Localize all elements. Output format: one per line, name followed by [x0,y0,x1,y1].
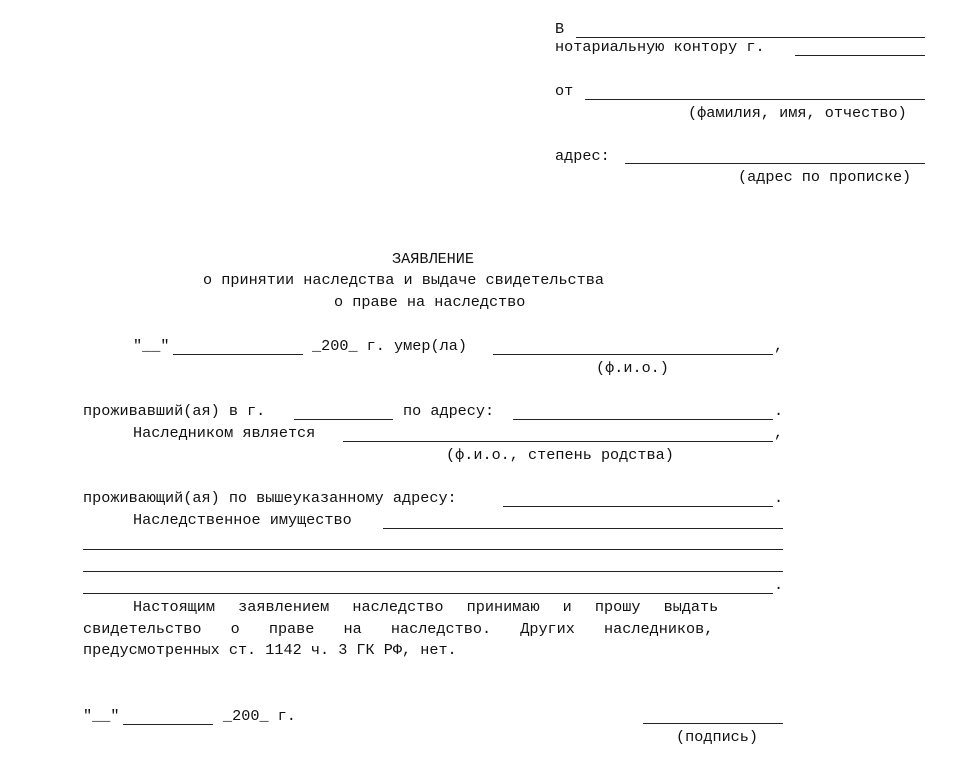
applicant-address-line[interactable] [625,163,925,164]
deceased-city-line[interactable] [294,419,393,420]
applicant-name-line[interactable] [585,99,925,100]
property-label: Наследственное имущество [133,511,352,529]
deceased-name-hint: (ф.и.о.) [596,359,669,377]
statement-line-3: предусмотренных ст. 1142 ч. 3 ГК РФ, нет. [83,641,457,659]
period: . [774,489,784,507]
heir-name-line[interactable] [343,441,773,442]
comma: , [774,337,784,355]
death-year-text: _200_ г. умер(ла) [312,337,467,355]
applicant-name-hint: (фамилия, имя, отчество) [688,104,907,122]
deceased-name-line[interactable] [493,354,773,355]
signature-hint: (подпись) [676,728,759,746]
property-line-2[interactable] [83,549,783,550]
from-label: от [555,82,574,100]
period: . [774,576,784,594]
heir-address-line[interactable] [503,506,773,507]
property-line-3[interactable] [83,571,783,572]
notary-city-line[interactable] [795,55,925,56]
statement-line-2: свидетельство о праве на наследство. Других наследников, [83,620,714,638]
document-title: ЗАЯВЛЕНИЕ [392,250,475,268]
footer-year-text: _200_ г. [223,707,296,725]
period: . [774,402,784,420]
document-subtitle-line-1: о принятии наследства и выдаче свидетельства [203,271,605,289]
death-date-month-line[interactable] [173,354,303,355]
property-line-4[interactable] [83,593,773,594]
to-label: В [555,20,565,38]
signature-line[interactable] [643,723,783,724]
living-at-label: проживающий(ая) по вышеуказанному адресу: [83,489,457,507]
heir-name-hint: (ф.и.о., степень родства) [446,446,674,464]
at-address-label: по адресу: [403,402,495,420]
heir-label: Наследником является [133,424,316,442]
notary-office-label: нотариальную контору г. [555,38,765,56]
death-date-quote: "__" [133,337,170,355]
document-subtitle-line-2: о праве на наследство [334,293,526,311]
footer-date-quote: "__" [83,707,120,725]
lived-in-label: проживавший(ая) в г. [83,402,266,420]
address-label: адрес: [555,147,610,165]
deceased-address-line[interactable] [513,419,773,420]
statement-line-1: Настоящим заявлением наследство принимаю и прошу выдать [133,598,719,616]
property-line-1[interactable] [383,528,783,529]
address-hint: (адрес по прописке) [738,168,912,186]
footer-date-month-line[interactable] [123,724,213,725]
comma: , [774,424,784,442]
